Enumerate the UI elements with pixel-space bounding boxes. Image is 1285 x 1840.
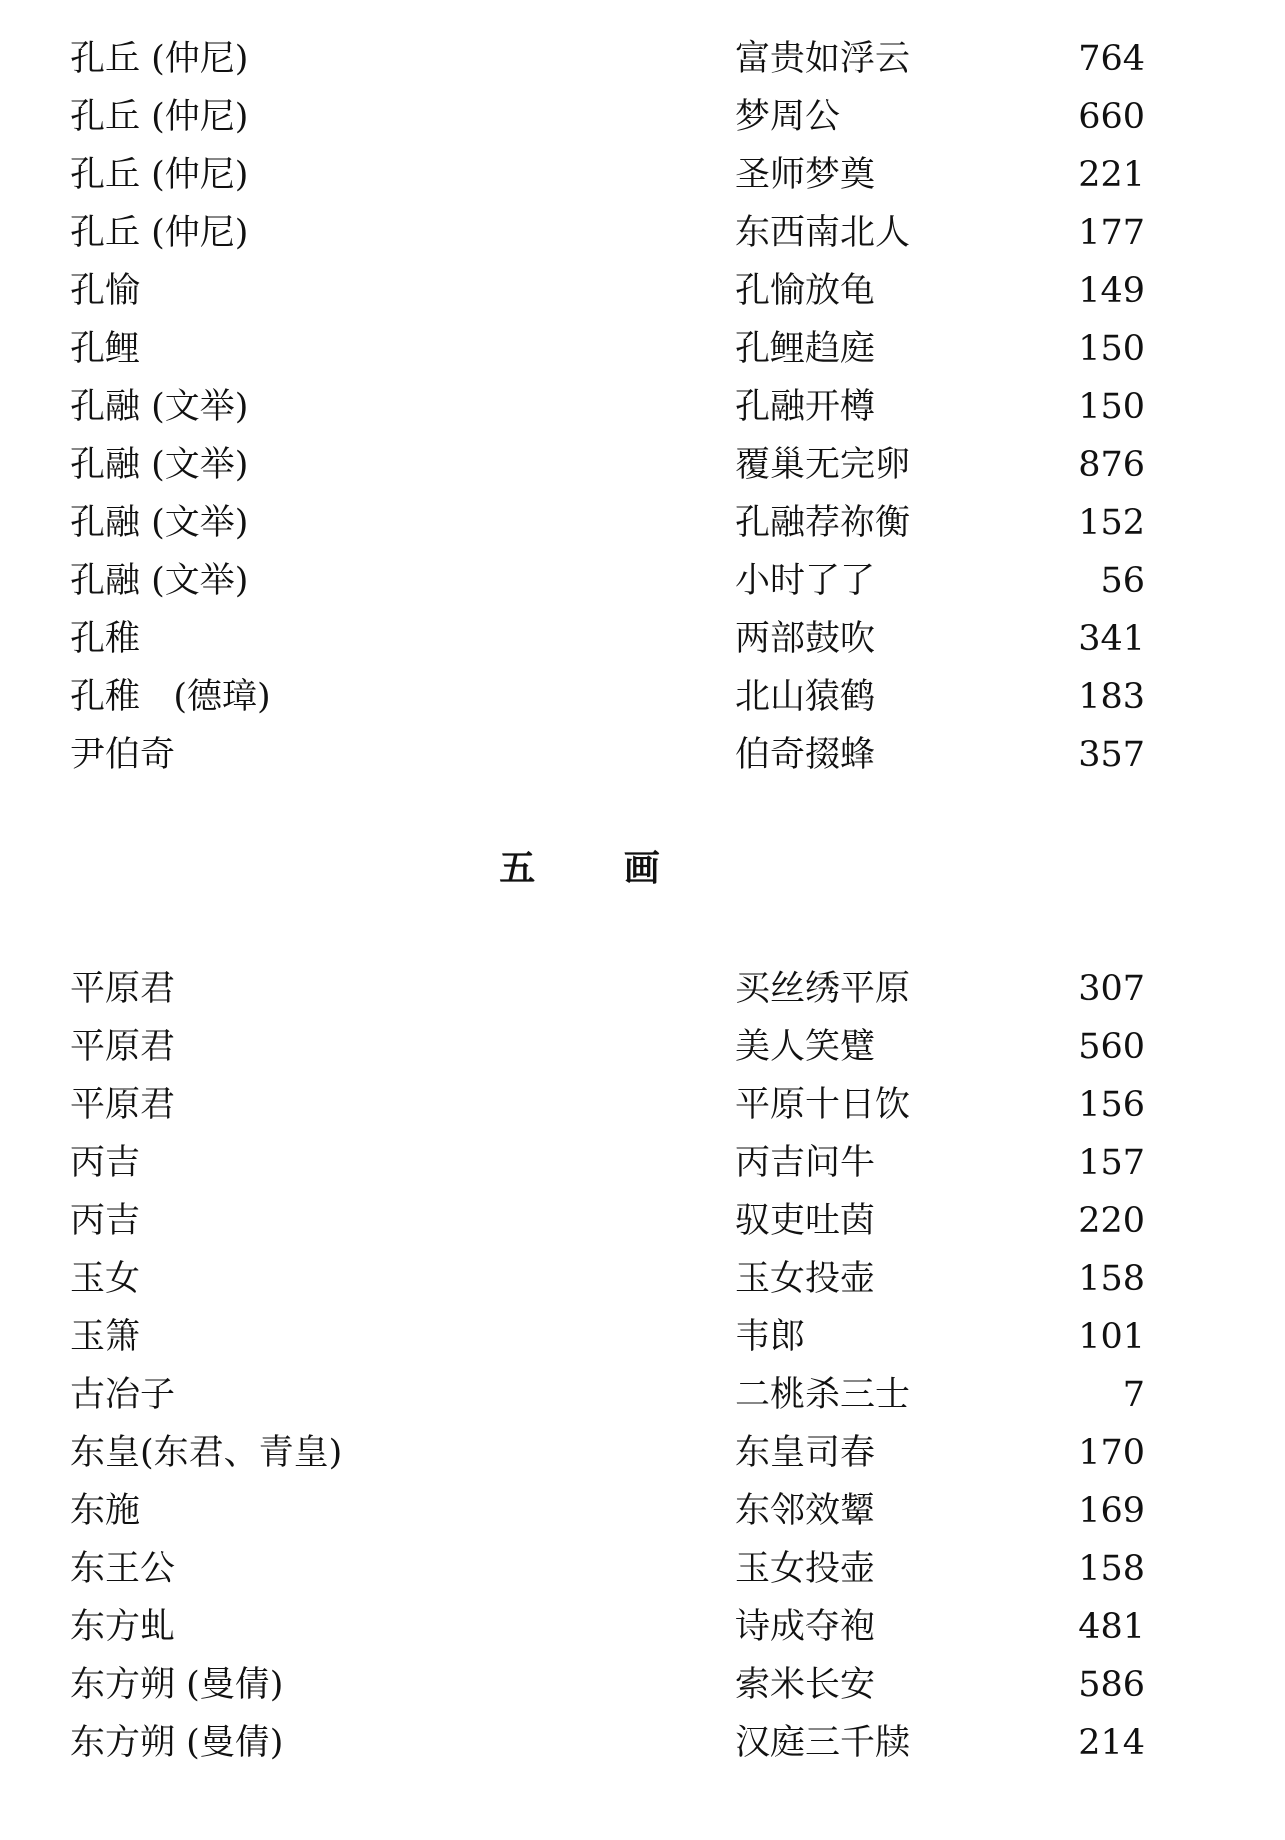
story-title: 孔愉放龟 [735,271,876,311]
person-name: 孔丘 (仲尼) [70,97,249,137]
page-number: 157 [1078,1143,1145,1183]
index-entry-row [0,1714,1285,1772]
story-title: 索米长安 [735,1665,876,1705]
person-name: 孔丘 (仲尼) [70,39,249,79]
index-entry-row [0,1424,1285,1482]
story-title: 二桃杀三士 [735,1375,911,1415]
story-title: 圣师梦奠 [735,155,876,195]
index-entry-row [0,146,1285,204]
person-name: 孔融 (文举) [70,445,249,485]
story-title: 诗成夺袍 [735,1607,876,1647]
page-number: 149 [1078,271,1145,311]
index-entry-row [0,1656,1285,1714]
index-entry-row [0,1308,1285,1366]
person-name: 丙吉 [70,1201,141,1241]
person-name: 孔稚 (德璋) [70,677,271,717]
index-entry-row [0,610,1285,668]
index-entry-row [0,204,1285,262]
person-name: 平原君 [70,1027,176,1067]
story-title: 玉女投壶 [735,1259,876,1299]
story-title: 驭吏吐茵 [735,1201,876,1241]
person-name: 东王公 [70,1549,176,1589]
page-number: 158 [1078,1259,1145,1299]
index-entry-row [0,378,1285,436]
page-number: 101 [1078,1317,1145,1357]
person-name: 孔融 (文举) [70,561,249,601]
person-name: 平原君 [70,1085,176,1125]
page-number: 660 [1078,97,1145,137]
index-entry-row [0,436,1285,494]
story-title: 富贵如浮云 [735,39,911,79]
index-entry-row [0,1076,1285,1134]
story-title: 美人笑躄 [735,1027,876,1067]
index-entry-row [0,30,1285,88]
page-number: 7 [1122,1375,1145,1415]
index-entry-row [0,1598,1285,1656]
person-name: 孔稚 [70,619,141,659]
story-title: 买丝绣平原 [735,969,911,1009]
person-name: 东方朔 (曼倩) [70,1665,284,1705]
page-number: 481 [1078,1607,1145,1647]
page-number: 158 [1078,1549,1145,1589]
story-title: 汉庭三千牍 [735,1723,911,1763]
person-name: 孔融 (文举) [70,503,249,543]
story-title: 孔融开樽 [735,387,876,427]
story-title: 两部鼓吹 [735,619,876,659]
page-number: 221 [1078,155,1145,195]
person-name: 孔愉 [70,271,141,311]
story-title: 小时了了 [735,561,876,601]
story-title: 孔鲤趋庭 [735,329,876,369]
index-entry-row [0,262,1285,320]
index-entry-row [0,1366,1285,1424]
person-name: 玉女 [70,1259,141,1299]
person-name: 平原君 [70,969,176,1009]
person-name: 玉箫 [70,1317,141,1357]
person-name: 孔鲤 [70,329,141,369]
person-name: 孔融 (文举) [70,387,249,427]
index-entry-row [0,494,1285,552]
page-number: 170 [1078,1433,1145,1473]
story-title: 丙吉问牛 [735,1143,876,1183]
page-number: 214 [1078,1723,1145,1763]
person-name: 东方虬 [70,1607,176,1647]
index-entry-row [0,1250,1285,1308]
page-number: 560 [1078,1027,1145,1067]
page-number: 341 [1078,619,1145,659]
story-title: 玉女投壶 [735,1549,876,1589]
person-name: 丙吉 [70,1143,141,1183]
index-entry-row [0,320,1285,378]
index-entry-row [0,960,1285,1018]
page-number: 586 [1078,1665,1145,1705]
story-title: 孔融荐祢衡 [735,503,911,543]
index-entry-row [0,726,1285,784]
story-title: 东西南北人 [735,213,911,253]
page-number: 876 [1078,445,1145,485]
index-entry-row [0,1482,1285,1540]
page-number: 150 [1078,329,1145,369]
index-entry-row [0,1540,1285,1598]
page-number: 764 [1078,39,1145,79]
page-number: 56 [1100,561,1145,601]
story-title: 韦郎 [735,1317,806,1357]
page-number: 357 [1078,735,1145,775]
index-section-five-strokes [0,960,1285,1772]
story-title: 覆巢无完卵 [735,445,911,485]
index-entry-row [0,552,1285,610]
page-number: 169 [1078,1491,1145,1531]
page-number: 152 [1078,503,1145,543]
page-number: 183 [1078,677,1145,717]
index-entry-row [0,88,1285,146]
page-number: 177 [1078,213,1145,253]
person-name: 孔丘 (仲尼) [70,213,249,253]
index-entry-row [0,1192,1285,1250]
page-number: 150 [1078,387,1145,427]
index-entry-row [0,668,1285,726]
story-title: 平原十日饮 [735,1085,911,1125]
person-name: 东施 [70,1491,141,1531]
index-entry-row [0,1018,1285,1076]
story-title: 伯奇掇蜂 [735,735,876,775]
person-name: 尹伯奇 [70,735,176,775]
page-number: 307 [1078,969,1145,1009]
page-number: 220 [1078,1201,1145,1241]
section-heading: 五 画 [499,847,698,889]
story-title: 东邻效颦 [735,1491,876,1531]
page-number: 156 [1078,1085,1145,1125]
person-name: 孔丘 (仲尼) [70,155,249,195]
index-entry-row [0,1134,1285,1192]
person-name: 古冶子 [70,1375,176,1415]
index-section-four-strokes [0,30,1285,784]
story-title: 东皇司春 [735,1433,876,1473]
person-name: 东方朔 (曼倩) [70,1723,284,1763]
person-name: 东皇(东君、青皇) [70,1433,343,1473]
story-title: 梦周公 [735,97,841,137]
story-title: 北山猿鹤 [735,677,876,717]
